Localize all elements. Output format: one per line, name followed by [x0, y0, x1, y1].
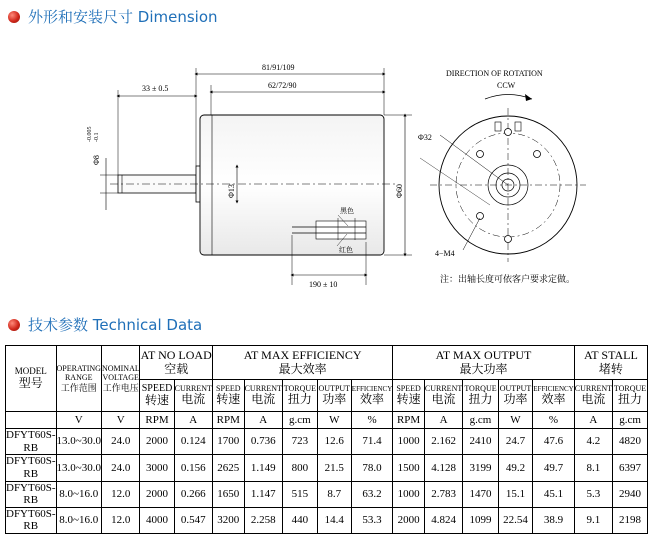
shaft-tol-lower: -0.1	[94, 132, 100, 142]
data-cell: 1470	[463, 481, 498, 507]
rotation-dir: CCW	[497, 81, 516, 90]
technical-section-header	[8, 314, 202, 335]
data-cell: 53.3	[351, 507, 392, 533]
current-header: CURRENT 电流	[424, 380, 462, 412]
unit-cell: W	[498, 412, 533, 429]
unit-cell: A	[244, 412, 282, 429]
data-cell: 2.162	[424, 429, 462, 455]
data-cell: 0.547	[174, 507, 212, 533]
total-length-label: 81/91/109	[262, 63, 295, 72]
data-cell: 4.128	[424, 455, 462, 481]
data-cell: 4.824	[424, 507, 462, 533]
data-cell: 2000	[140, 429, 174, 455]
data-cell: 800	[282, 455, 317, 481]
speed-header: SPEED 转速	[140, 380, 174, 412]
side-view	[87, 63, 412, 289]
shaft-length-label: 33 ± 0.5	[142, 84, 169, 93]
model-cell: DFYT60S-RB	[6, 455, 56, 480]
data-cell: 13.0~30.0	[56, 455, 101, 481]
data-cell: 3000	[140, 455, 174, 481]
body-dia-label: Φ60	[395, 184, 404, 198]
data-cell: 22.54	[498, 507, 533, 533]
data-cell: 24.0	[101, 455, 139, 481]
technical-title: 技术参数 Technical Data	[28, 316, 203, 334]
torque-header: TORQUE 扭力	[282, 380, 317, 412]
output-header: OUTPUT 功率	[317, 380, 351, 412]
unit-cell: A	[574, 412, 612, 429]
unit-cell: RPM	[212, 412, 244, 429]
data-cell: 3200	[212, 507, 244, 533]
wire-black-label: 黑色	[340, 207, 354, 215]
data-cell: 12.0	[101, 481, 139, 507]
technical-data-table	[5, 345, 648, 534]
data-cell: 13.0~30.0	[56, 429, 101, 455]
table-row	[6, 507, 648, 533]
data-cell: 8.0~16.0	[56, 507, 101, 533]
dimension-title: 外形和安装尺寸 Dimension	[28, 8, 218, 26]
rotation-arrow-icon	[485, 95, 532, 100]
data-cell: 440	[282, 507, 317, 533]
output-header: OUTPUT 功率	[498, 380, 533, 412]
data-cell: 4.2	[574, 429, 612, 455]
unit-cell: RPM	[393, 412, 425, 429]
nominal-voltage-header: NOMINAL VOLTAGE 工作电压	[101, 346, 139, 412]
data-cell: 1500	[393, 455, 425, 481]
no-load-header: AT NO LOAD 空载	[140, 346, 213, 380]
data-rows	[6, 429, 648, 534]
end-view	[418, 69, 586, 285]
pcd-label: Φ32	[418, 133, 432, 142]
data-cell: 2000	[140, 481, 174, 507]
data-cell: 38.9	[533, 507, 574, 533]
data-cell: 2198	[613, 507, 648, 533]
data-cell: 5.3	[574, 481, 612, 507]
efficiency-header: EFFICIENCY 效率	[351, 380, 392, 412]
screw-label: 4−M4	[435, 249, 455, 258]
data-cell: 2940	[613, 481, 648, 507]
data-cell: 2.258	[244, 507, 282, 533]
model-header: MODEL 型号	[6, 346, 57, 412]
model-cell: DFYT60S-RB	[6, 507, 56, 533]
data-cell: 1000	[393, 481, 425, 507]
data-cell: 49.2	[498, 455, 533, 481]
table-row	[6, 429, 648, 455]
shaft-dia-label: Φ8	[92, 155, 101, 165]
data-cell: 63.2	[351, 481, 392, 507]
stall-header: AT STALL 堵转	[574, 346, 647, 380]
data-cell: 1700	[212, 429, 244, 455]
data-cell: 12.0	[101, 507, 139, 533]
bullet-icon	[8, 319, 20, 331]
data-cell: 21.5	[317, 455, 351, 481]
data-cell: 45.1	[533, 481, 574, 507]
torque-header: TORQUE 扭力	[613, 380, 648, 412]
operating-range-header: OPERATING RANGE 工作范围	[56, 346, 101, 412]
data-cell: 24.7	[498, 429, 533, 455]
max-output-header: AT MAX OUTPUT 最大功率	[393, 346, 574, 380]
current-header: CURRENT 电流	[174, 380, 212, 412]
note-text: 注：出轴长度可依客户要求定做。	[440, 275, 576, 285]
efficiency-header: EFFICIENCY 效率	[533, 380, 574, 412]
rotation-label: DIRECTION OF ROTATION	[446, 69, 543, 78]
max-efficiency-header: AT MAX EFFICIENCY 最大效率	[212, 346, 392, 380]
data-cell: 0.124	[174, 429, 212, 455]
data-cell: 15.1	[498, 481, 533, 507]
unit-cell: A	[424, 412, 462, 429]
unit-cell: A	[174, 412, 212, 429]
data-cell: 2410	[463, 429, 498, 455]
torque-header: TORQUE 扭力	[463, 380, 498, 412]
data-cell: 3199	[463, 455, 498, 481]
unit-cell: V	[56, 412, 101, 429]
data-cell: 0.266	[174, 481, 212, 507]
unit-cell: g.cm	[282, 412, 317, 429]
unit-cell: %	[533, 412, 574, 429]
shaft-tol-upper: -0.005	[87, 126, 93, 142]
data-cell: 71.4	[351, 429, 392, 455]
unit-cell: %	[351, 412, 392, 429]
data-cell: 1000	[393, 429, 425, 455]
current-header: CURRENT 电流	[574, 380, 612, 412]
data-cell: 2.783	[424, 481, 462, 507]
dimension-section-header	[8, 6, 218, 27]
bullet-icon	[8, 11, 20, 23]
data-cell: 515	[282, 481, 317, 507]
data-cell: 14.4	[317, 507, 351, 533]
data-cell: 12.6	[317, 429, 351, 455]
dimension-drawing	[0, 30, 655, 295]
data-cell: 0.156	[174, 455, 212, 481]
data-cell: 4000	[140, 507, 174, 533]
units-row	[6, 412, 648, 429]
data-cell: 49.7	[533, 455, 574, 481]
data-cell: 8.1	[574, 455, 612, 481]
data-cell: 0.736	[244, 429, 282, 455]
speed-header: SPEED 转速	[393, 380, 425, 412]
data-cell: 2000	[393, 507, 425, 533]
data-cell: 9.1	[574, 507, 612, 533]
data-cell: 1.149	[244, 455, 282, 481]
body-length-label: 62/72/90	[268, 81, 297, 90]
data-cell: 2625	[212, 455, 244, 481]
speed-header: SPEED 转速	[212, 380, 244, 412]
table-row	[6, 455, 648, 481]
unit-cell: g.cm	[613, 412, 648, 429]
data-cell: 24.0	[101, 429, 139, 455]
current-header: CURRENT 电流	[244, 380, 282, 412]
data-cell: 8.0~16.0	[56, 481, 101, 507]
unit-cell: V	[101, 412, 139, 429]
model-cell: DFYT60S-RB	[6, 429, 56, 454]
data-cell: 78.0	[351, 455, 392, 481]
unit-cell: RPM	[140, 412, 174, 429]
data-cell: 4820	[613, 429, 648, 455]
model-cell: DFYT60S-RB	[6, 481, 56, 507]
data-cell: 1650	[212, 481, 244, 507]
data-cell: 1.147	[244, 481, 282, 507]
wire-red-label: 红色	[339, 246, 353, 254]
lead-length-label: 190 ± 10	[309, 280, 338, 289]
data-cell: 723	[282, 429, 317, 455]
data-cell: 47.6	[533, 429, 574, 455]
data-cell: 8.7	[317, 481, 351, 507]
table-row	[6, 481, 648, 507]
data-cell: 6397	[613, 455, 648, 481]
boss-dia-label: Φ13	[227, 184, 236, 198]
unit-cell: g.cm	[463, 412, 498, 429]
data-cell: 1099	[463, 507, 498, 533]
unit-cell: W	[317, 412, 351, 429]
